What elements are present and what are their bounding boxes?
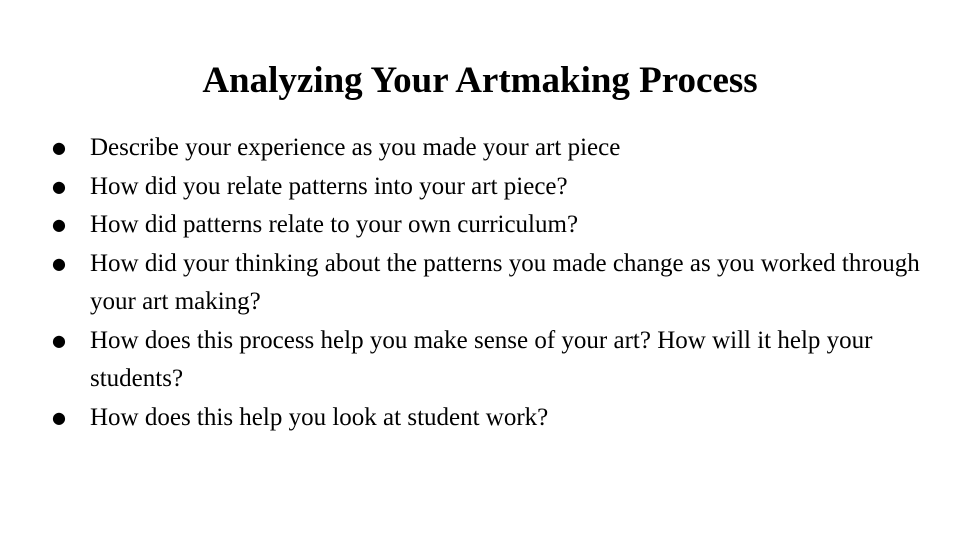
bullet-icon: ●	[52, 253, 66, 273]
bullet-icon: ●	[52, 138, 66, 157]
bullet-text: How does this help you look at student work?	[90, 403, 549, 431]
list-item	[50, 168, 930, 207]
bullet-text: How does this process help you make sense of your art? How will it help your students?	[90, 326, 873, 392]
bullet-icon: ●	[52, 407, 66, 427]
bullet-list	[50, 129, 930, 437]
bullet-icon: ●	[52, 330, 66, 350]
bullet-text: How did your thinking about the patterns you made change as you worked through your art making?	[90, 249, 920, 315]
list-item	[50, 399, 930, 438]
bullet-text: How did you relate patterns into your art piece?	[90, 172, 568, 200]
bullet-icon: ●	[52, 176, 66, 196]
list-item	[50, 322, 930, 399]
bullet-text: Describe your experience as you made your art piece	[90, 134, 621, 161]
list-item	[50, 206, 930, 245]
slide-title: Analyzing Your Artmaking Process	[202, 60, 758, 101]
list-item	[50, 245, 930, 322]
bullet-text: How did patterns relate to your own curriculum?	[90, 211, 579, 238]
bullet-icon: ●	[52, 215, 66, 234]
list-item	[50, 129, 930, 168]
